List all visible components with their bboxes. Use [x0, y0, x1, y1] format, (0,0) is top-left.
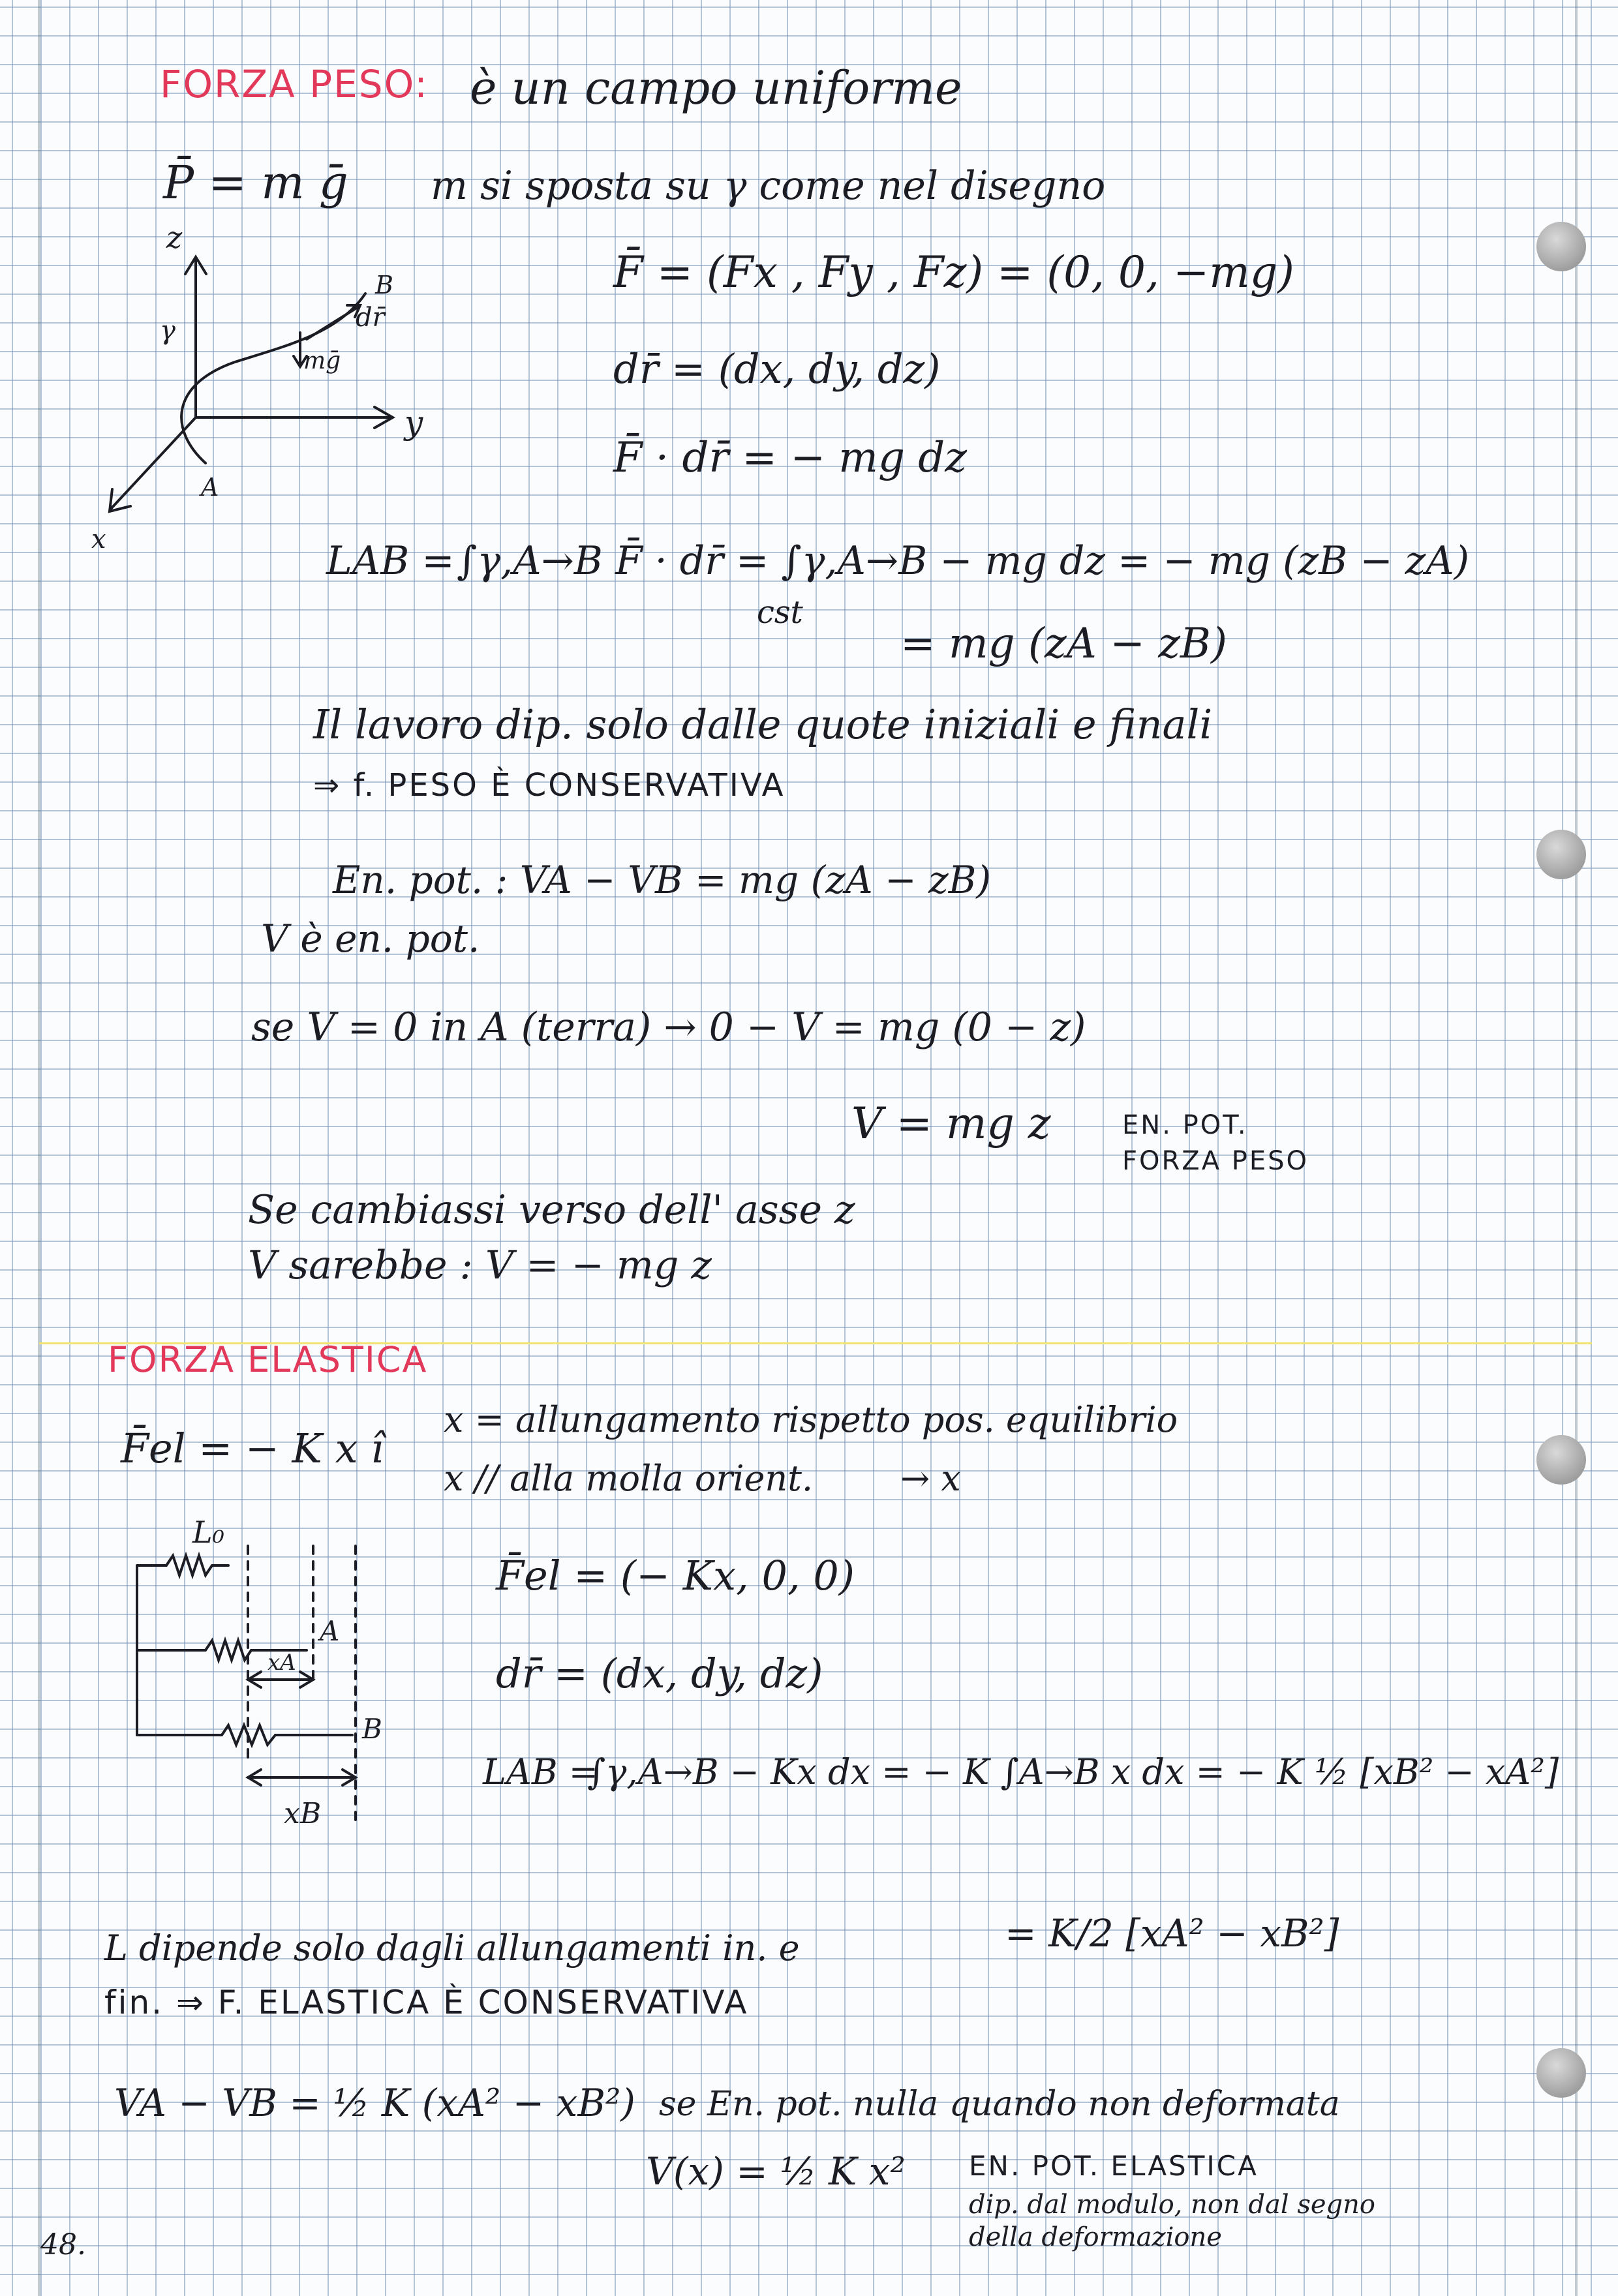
peso-note: Il lavoro dip. solo dalle quote iniziali e finali	[313, 701, 1213, 748]
cst-label: cst	[757, 594, 803, 631]
elastic-work-lhs: LAB =	[483, 1751, 598, 1792]
weight-path-diagram	[78, 222, 483, 561]
point-a-label: A	[201, 473, 219, 502]
page-left-edge	[38, 0, 40, 2296]
point-b-label: B	[375, 271, 393, 299]
dr-label: dr̄	[356, 303, 385, 333]
mg-label: mḡ	[303, 348, 341, 374]
z-axis-label: z	[166, 220, 183, 255]
spring-diagram	[98, 1513, 437, 1852]
binder-hole	[1536, 222, 1586, 271]
force-components: F̄ = (Fx , Fy , Fz) = (0, 0, −mg)	[613, 247, 1294, 297]
xb-label: xB	[284, 1797, 322, 1830]
axis-change-line-1: Se cambiassi verso dell' asse z	[248, 1187, 855, 1233]
section-heading-elastica: FORZA ELASTICA	[108, 1339, 428, 1380]
binder-hole	[1536, 830, 1586, 879]
spring-rest	[137, 1556, 228, 1575]
dot-product: F̄ · dr̄ = − mg dz	[613, 434, 967, 482]
elastic-potential-energy: VA − VB = ½ K (xA² − xB²)	[114, 2081, 635, 2125]
elastica-note-1: L dipende solo dagli allungamenti in. e	[104, 1927, 800, 1969]
section-heading-peso: FORZA PESO:	[160, 62, 429, 106]
formula-weight: P̄ = m ḡ	[163, 156, 348, 209]
dr-vector	[307, 307, 359, 339]
y-axis-label: y	[404, 404, 423, 442]
page-number: 48.	[40, 2228, 86, 2261]
elastic-v-formula: V(x) = ½ K x²	[646, 2149, 906, 2194]
work-lhs: LAB =	[326, 538, 455, 584]
spring-point-b-label: B	[362, 1713, 382, 1745]
elastic-v-note-1: dip. dal modulo, non dal segno	[969, 2190, 1376, 2220]
elastic-work-result: = K/2 [xA² − xB²]	[1005, 1911, 1339, 1956]
peso-potential-energy: En. pot. : VA − VB = mg (zA − zB)	[333, 858, 991, 902]
elastica-definition-2: x // alla molla orient.	[444, 1458, 814, 1499]
xa-label: xA	[267, 1650, 296, 1676]
axis-change-line-2: V sarebbe : V = − mg z	[248, 1243, 712, 1288]
peso-result-label-2: FORZA PESO	[1122, 1146, 1309, 1176]
elastica-axis-arrow: → x	[900, 1458, 961, 1499]
elastic-displacement: dr̄ = (dx, dy, dz)	[496, 1650, 823, 1697]
peso-v-label: V è en. pot.	[261, 916, 480, 961]
gamma-label: γ	[160, 316, 176, 346]
elastic-work: ∫γ,A→B − Kx dx = − K ∫A→B x dx = − K ½ [xB² − xA²]	[587, 1751, 1559, 1792]
elastica-note-2: fin. ⇒ F. ELASTICA È CONSERVATIVA	[104, 1984, 749, 2021]
peso-result-label-1: EN. POT.	[1122, 1110, 1248, 1140]
rest-length-label: L₀	[192, 1515, 224, 1550]
peso-zero-definition: se V = 0 in A (terra) → 0 − V = mg (0 − z)	[251, 1004, 1086, 1050]
x-axis-label: x	[91, 524, 106, 554]
elastica-definition-1: x = allungamento rispetto pos. equilibrio	[444, 1399, 1178, 1440]
peso-conclusion: ⇒ f. PESO È CONSERVATIVA	[313, 767, 786, 804]
page-right-margin	[1575, 0, 1578, 2296]
peso-description: m si sposta su γ come nel disegno	[431, 163, 1106, 209]
spring-position-b	[137, 1725, 352, 1745]
peso-result: V = mg z	[851, 1098, 1051, 1149]
elastic-v-note-2: della deformazione	[969, 2222, 1222, 2252]
work-integral: ∫γ,A→B F̄ · dr̄ = ∫γ,A→B − mg dz = − mg (zB − zA)	[457, 538, 1470, 584]
binder-hole	[1536, 1435, 1586, 1485]
spring-point-a-label: A	[320, 1615, 340, 1647]
elastic-v-label: EN. POT. ELASTICA	[969, 2150, 1259, 2182]
elastic-force-components: F̄el = (− Kx, 0, 0)	[496, 1552, 855, 1599]
elastic-zero-note: se En. pot. nulla quando non deformata	[659, 2085, 1340, 2124]
binder-hole	[1536, 2048, 1586, 2098]
work-result: = mg (zA − zB)	[900, 620, 1227, 668]
displacement-vector: dr̄ = (dx, dy, dz)	[613, 345, 941, 393]
elastic-force-formula: F̄el = − K x î	[121, 1425, 384, 1472]
peso-heading-tail: è un campo uniforme	[470, 61, 962, 115]
